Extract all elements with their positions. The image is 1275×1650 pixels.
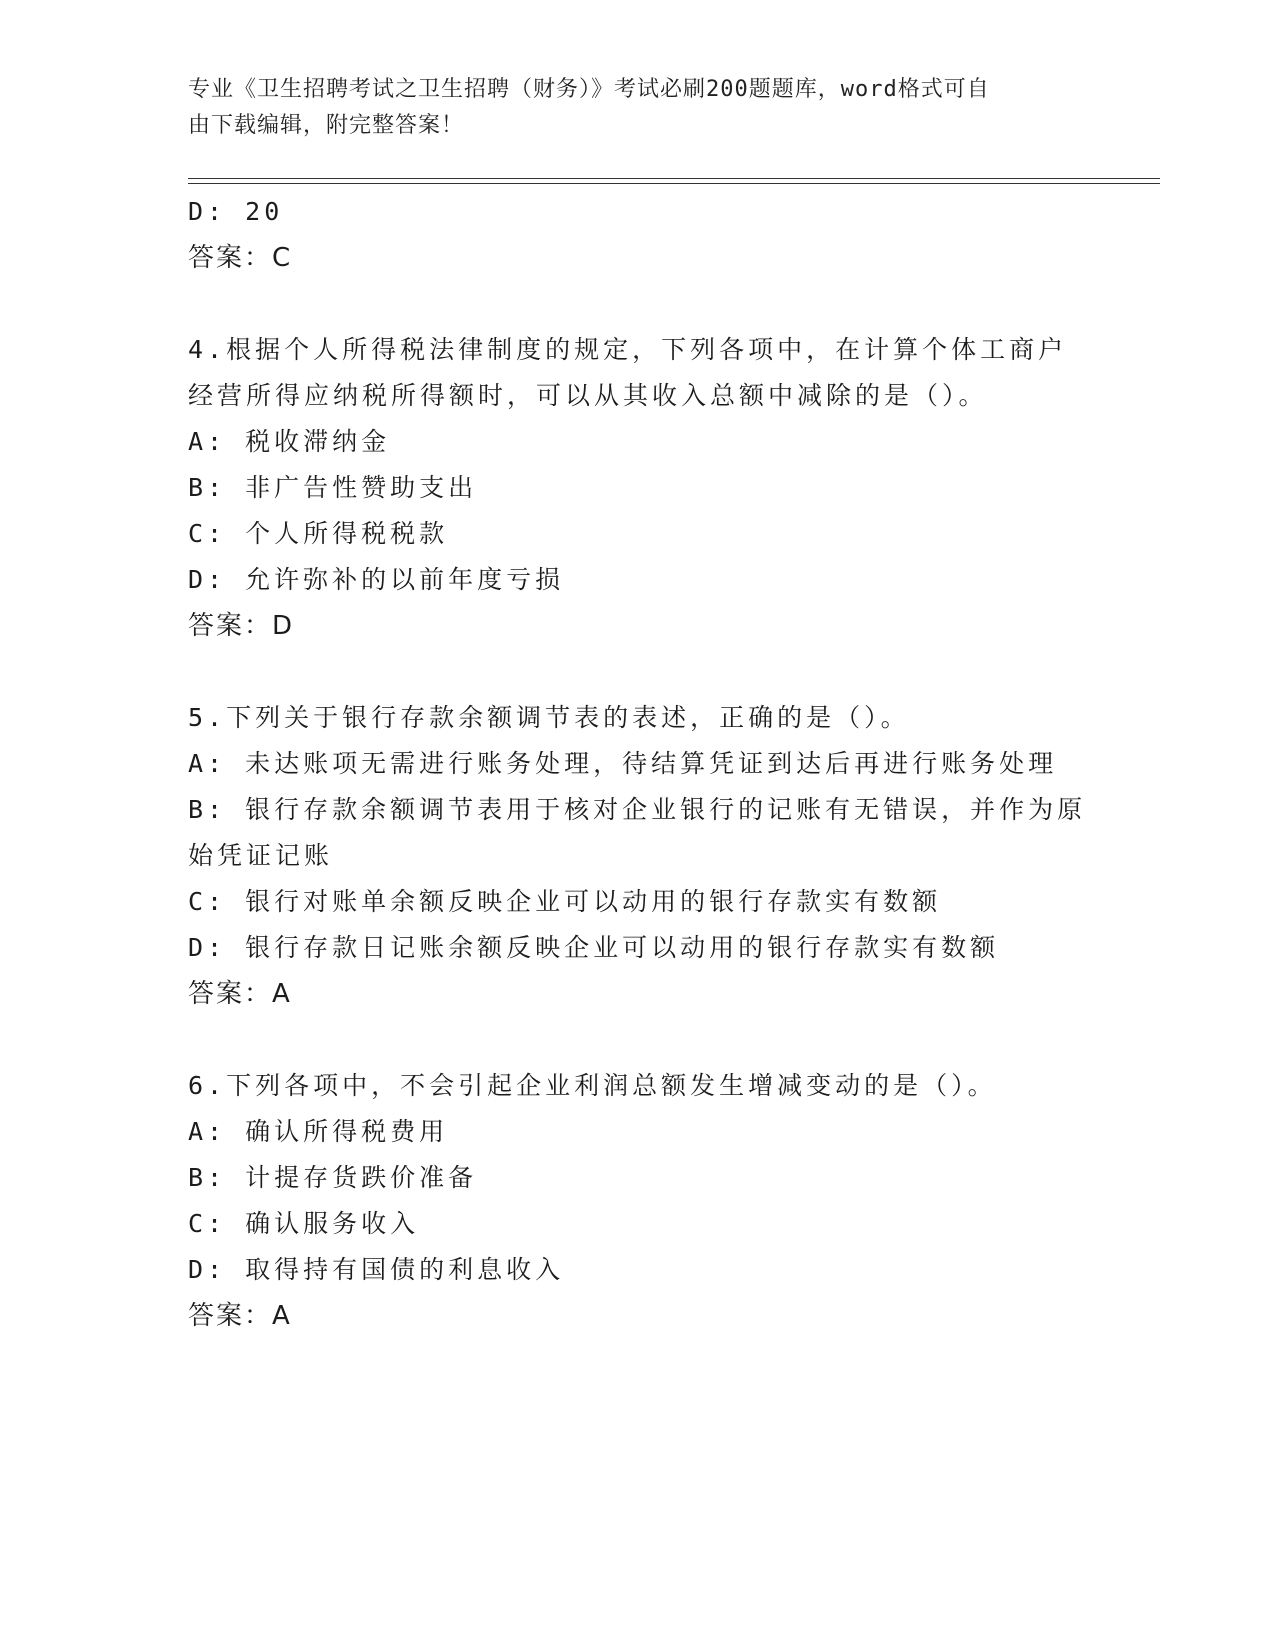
spacer [188,281,1088,327]
header-divider-top [188,178,1160,179]
question-6 [188,1063,1088,1339]
option-d: D: 允许弥补的以前年度亏损 [188,565,565,594]
answer-label: 答案：A [188,979,292,1009]
option-b: B: 计提存货跌价准备 [188,1163,478,1192]
option-c: C: 银行对账单余额反映企业可以动用的银行存款实有数额 [188,887,942,916]
header-line-1: 专业《卫生招聘考试之卫生招聘（财务）》考试必刷200题题库，word格式可自 [188,77,990,102]
question-stem-continued: 经营所得应纳税所得额时，可以从其收入总额中减除的是（）。 [188,381,988,410]
option-c: C: 确认服务收入 [188,1209,420,1238]
answer-label: 答案：A [188,1301,292,1331]
option-d: D: 20 [188,197,284,226]
option-b-continued: 始凭证记账 [188,841,334,870]
question-list [188,189,1088,1339]
option-d: D: 取得持有国债的利息收入 [188,1255,565,1284]
page-header [188,72,1068,144]
question-stem: 5.下列关于银行存款余额调节表的表述，正确的是（）。 [188,703,910,732]
option-d: D: 银行存款日记账余额反映企业可以动用的银行存款实有数额 [188,933,1000,962]
option-a: A: 确认所得税费用 [188,1117,449,1146]
question-4 [188,327,1088,649]
answer-label: 答案：D [188,611,295,641]
question-5 [188,695,1088,1017]
question-3-tail [188,189,1088,281]
option-a: A: 未达账项无需进行账务处理，待结算凭证到达后再进行账务处理 [188,749,1058,778]
answer-label: 答案：C [188,243,293,273]
option-c: C: 个人所得税税款 [188,519,449,548]
header-divider-bottom [188,183,1160,184]
question-stem: 4.根据个人所得税法律制度的规定，下列各项中，在计算个体工商户 [188,335,1068,364]
spacer [188,1017,1088,1063]
header-line-2: 由下载编辑，附完整答案！ [188,113,465,138]
question-stem: 6.下列各项中，不会引起企业利润总额发生增减变动的是（）。 [188,1071,997,1100]
option-a: A: 税收滞纳金 [188,427,391,456]
option-b: B: 非广告性赞助支出 [188,473,478,502]
spacer [188,649,1088,695]
option-b: B: 银行存款余额调节表用于核对企业银行的记账有无错误，并作为原 [188,795,1087,824]
